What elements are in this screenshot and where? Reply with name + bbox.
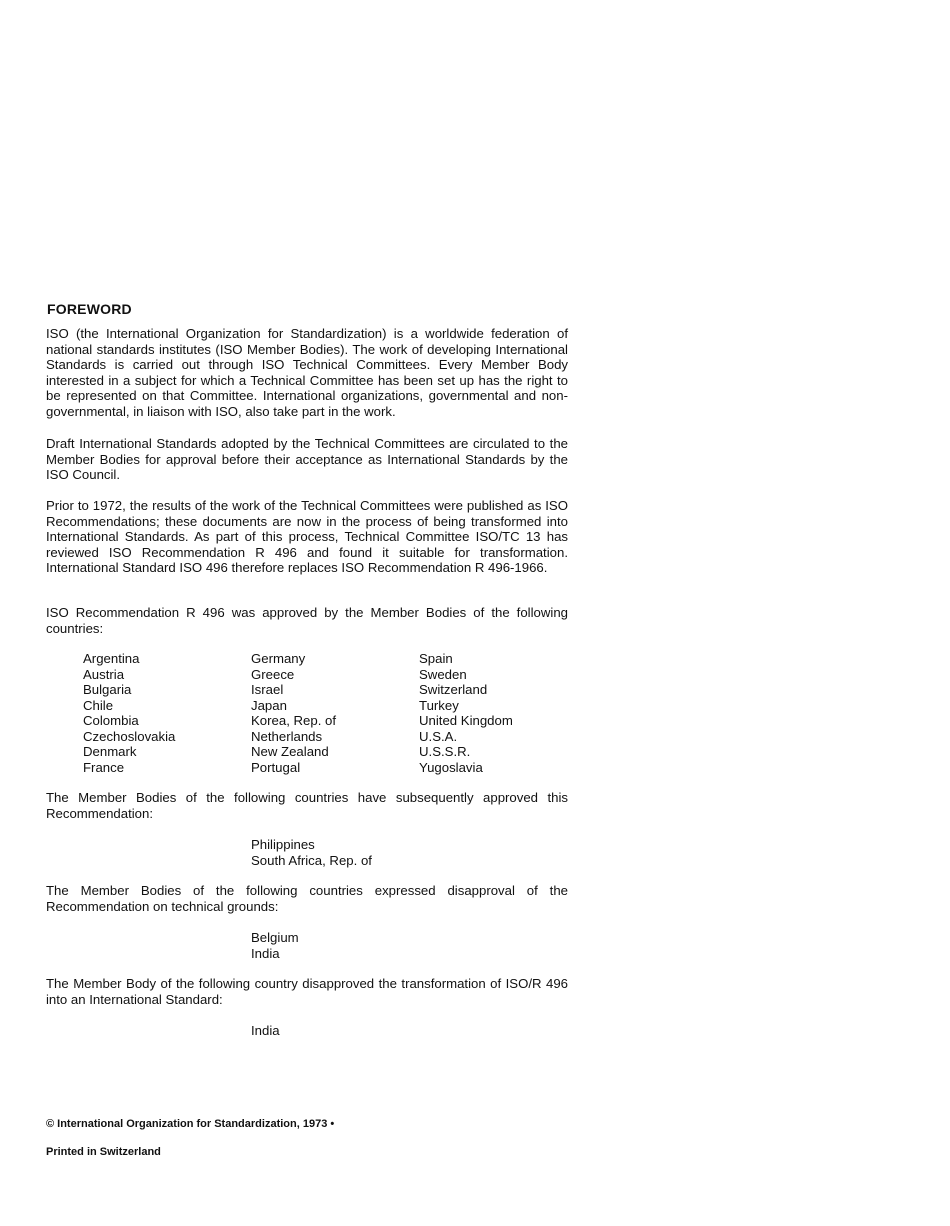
country-name: Portugal [251, 759, 301, 775]
transformation-disapproval-paragraph: The Member Body of the following country disapproved the transformation of ISO/R 496 into an International Standard: [46, 976, 568, 1007]
country-name: Austria [83, 666, 125, 682]
intro-paragraph: ISO (the International Organization for Standardization) is a worldwide federation of national standards institutes (ISO Member Bodies). The work of developing International Standards is carried out through ISO Technical Committees. Every Member Body interested in a subject for which a Technical Committee has been set up has the right to be represented on that Committee. International organizations, governmental and non-governmental, in liaison with ISO, also take part in the work. [46, 326, 568, 419]
country-name: India [251, 945, 280, 961]
transformation-disapproval-list [251, 1023, 280, 1039]
country-name: Philippines [251, 837, 315, 852]
country-name: U.S.S.R. [419, 744, 471, 759]
approving-countries-column-3 [419, 651, 513, 775]
printed-location: Printed in Switzerland [46, 1146, 161, 1158]
country-name: United Kingdom [419, 713, 513, 728]
country-name: Switzerland [419, 682, 488, 697]
country-name: Turkey [419, 697, 459, 713]
approving-countries-column-2 [251, 651, 336, 775]
subsequent-approval-list [251, 837, 372, 868]
country-name: Sweden [419, 666, 467, 682]
copyright-notice: © International Organization for Standardization, 1973 • [46, 1118, 335, 1130]
country-name: Germany [251, 651, 306, 666]
approval-paragraph: ISO Recommendation R 496 was approved by the Member Bodies of the following countries: [46, 605, 568, 636]
approving-countries-column-1 [83, 651, 175, 775]
country-name: Netherlands [251, 728, 323, 744]
country-name: Korea, Rep. of [251, 713, 337, 728]
country-name: Israel [251, 682, 284, 697]
foreword-heading: FOREWORD [47, 301, 132, 317]
country-name: South Africa, Rep. of [251, 852, 372, 868]
country-name: Chile [83, 697, 114, 713]
country-name: Czechoslovakia [83, 728, 176, 744]
country-name: Greece [251, 666, 295, 682]
country-name: Spain [419, 651, 453, 666]
country-name: New Zealand [251, 744, 329, 759]
country-name: Belgium [251, 930, 299, 945]
country-name: France [83, 759, 125, 775]
history-paragraph: Prior to 1972, the results of the work of the Technical Committees were published as ISO Recommendations; these documents are now in the process of being transformed into International Standards. As part of this process, Technical Committee ISO/TC 13 has reviewed ISO Recommendation R 496 and found it suitable for transformation. International Standard ISO 496 therefore replaces ISO Recommendation R 496-1966. [46, 498, 568, 576]
country-name: Argentina [83, 651, 140, 666]
subsequent-approval-paragraph: The Member Bodies of the following countries have subsequently approved this Recommendation: [46, 790, 568, 821]
country-name: Denmark [83, 744, 137, 759]
country-name: Bulgaria [83, 682, 132, 697]
draft-standards-paragraph: Draft International Standards adopted by the Technical Committees are circulated to the Member Bodies for approval before their acceptance as International Standards by the ISO Council. [46, 436, 568, 483]
technical-disapproval-list [251, 930, 299, 961]
country-name: Japan [251, 697, 287, 713]
country-name: U.S.A. [419, 728, 458, 744]
country-name: India [251, 1023, 280, 1038]
technical-disapproval-paragraph: The Member Bodies of the following countries expressed disapproval of the Recommendation on technical grounds: [46, 883, 568, 914]
country-name: Yugoslavia [419, 759, 483, 775]
country-name: Colombia [83, 713, 139, 728]
